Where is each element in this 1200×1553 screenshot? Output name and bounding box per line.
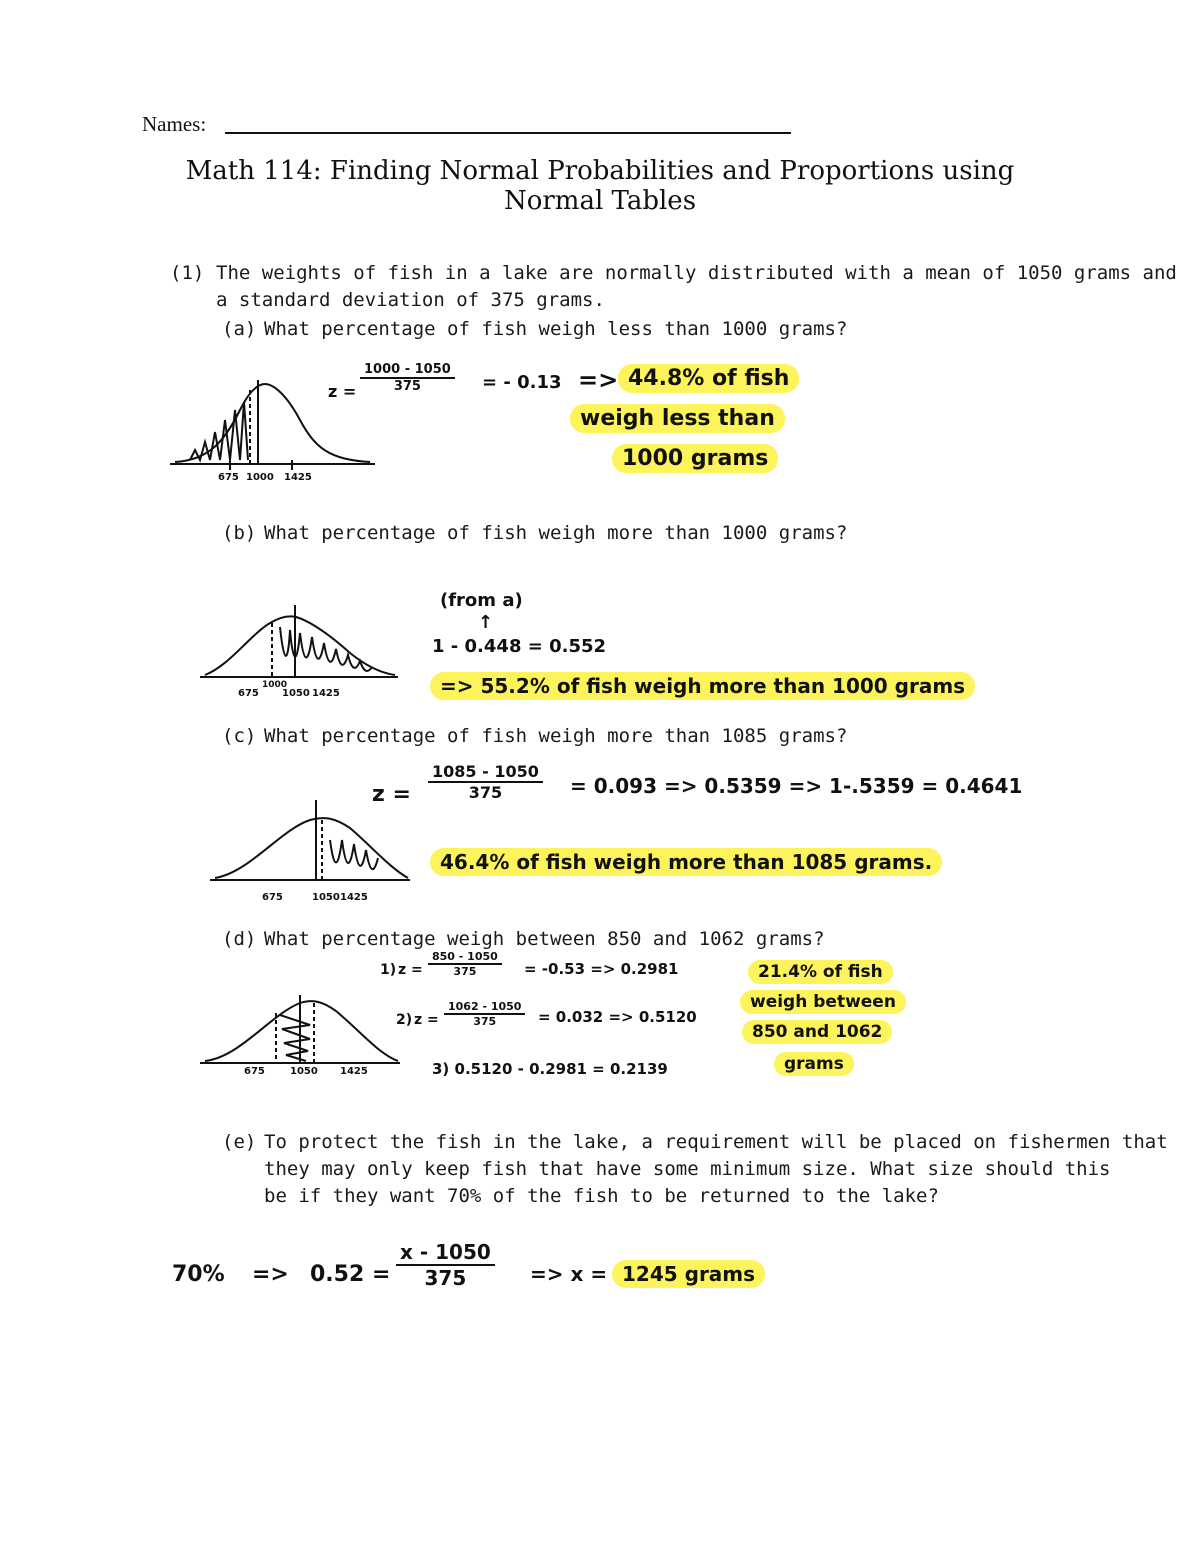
part-a-axis-label-3: 1425 <box>284 472 312 483</box>
names-label: Names: <box>142 112 207 136</box>
part-d-question: What percentage weigh between 850 and 1062 grams? <box>264 928 825 950</box>
part-e-numerator: x - 1050 <box>396 1240 495 1266</box>
part-d-step2-fraction <box>444 1000 525 1028</box>
part-a-axis-label-2: 1000 <box>246 472 274 483</box>
part-a-axis-label-1: 675 <box>218 472 239 483</box>
part-d-step1-result: = -0.53 => 0.2981 <box>524 960 679 978</box>
part-c-denominator: 375 <box>468 783 503 802</box>
part-b-axis-label-3: 1050 <box>282 688 310 699</box>
part-a-answer-line-3: 1000 grams <box>612 444 778 473</box>
part-d-step2-denominator: 375 <box>473 1015 497 1028</box>
part-b-axis-label-1: 675 <box>238 688 259 699</box>
part-d-label: (d) <box>222 928 257 950</box>
part-e-percent: 70% <box>172 1262 225 1287</box>
title-line-1: Math 114: Finding Normal Probabilities and Proportions using <box>185 156 1015 186</box>
part-a-answer-line-1: 44.8% of fish <box>618 364 799 393</box>
part-e-arrow: => <box>252 1262 289 1287</box>
part-d-answer-line-2: weigh between <box>740 990 906 1014</box>
problem-text-line-2: a standard deviation of 375 grams. <box>216 289 605 311</box>
part-d-axis-label-2: 1050 <box>290 1066 318 1077</box>
part-e-arrow-2: => x = <box>530 1262 608 1286</box>
part-b-calc: 1 - 0.448 = 0.552 <box>432 636 607 657</box>
part-b-answer: => 55.2% of fish weigh more than 1000 grams <box>430 672 975 700</box>
part-a-fraction <box>360 362 455 394</box>
part-c-axis-label-1: 675 <box>262 892 283 903</box>
part-b-normal-curve <box>200 605 400 690</box>
part-d-answer-line-1: 21.4% of fish <box>748 960 893 984</box>
part-d-answer-line-4: grams <box>774 1052 854 1076</box>
part-c-fraction <box>428 762 543 802</box>
part-a-arrow: => <box>578 366 619 394</box>
part-a-z-label: z = <box>328 382 357 401</box>
part-d-answer-line-3: 850 and 1062 <box>742 1020 892 1044</box>
names-line <box>225 131 791 134</box>
part-e-text-line-1: To protect the fish in the lake, a requirement will be placed on fishermen that <box>264 1131 1168 1153</box>
part-e-text-line-2: they may only keep fish that have some minimum size. What size should this <box>264 1158 1111 1180</box>
part-b-label: (b) <box>222 522 257 544</box>
part-d-normal-curve <box>200 995 405 1075</box>
part-e-label: (e) <box>222 1131 257 1153</box>
part-d-axis-label-3: 1425 <box>340 1066 368 1077</box>
part-d-step2-result: = 0.032 => 0.5120 <box>538 1008 697 1026</box>
part-c-label: (c) <box>222 725 257 747</box>
part-d-step1-z: z = <box>398 962 423 978</box>
part-b-axis-label-4: 1425 <box>312 688 340 699</box>
part-d-step2-z: z = <box>414 1012 439 1028</box>
part-a-numerator: 1000 - 1050 <box>360 362 455 379</box>
part-c-z-label: z = <box>372 782 411 807</box>
part-e-lhs: 0.52 = <box>310 1262 391 1287</box>
part-c-question: What percentage of fish weigh more than 1085 grams? <box>264 725 848 747</box>
part-c-numerator: 1085 - 1050 <box>428 762 543 783</box>
problem-number: (1) <box>170 262 205 284</box>
part-c-result: = 0.093 => 0.5359 => 1-.5359 = 0.4641 <box>570 774 1023 798</box>
part-d-axis-label-1: 675 <box>244 1066 265 1077</box>
part-c-axis-label-2: 1050 <box>312 892 340 903</box>
part-a-label: (a) <box>222 318 257 340</box>
part-d-step1-numerator: 850 - 1050 <box>428 950 502 965</box>
part-e-text-line-3: be if they want 70% of the fish to be returned to the lake? <box>264 1185 939 1207</box>
part-b-note: (from a) <box>440 590 523 611</box>
part-c-axis-label-3: 1425 <box>340 892 368 903</box>
part-c-normal-curve <box>210 800 415 890</box>
title-line-2: Normal Tables <box>503 186 697 216</box>
part-d-step1-denominator: 375 <box>453 965 477 978</box>
part-d-step2-label: 2) <box>396 1012 413 1028</box>
part-b-axis-label-2: 1000 <box>262 680 288 690</box>
part-e-answer: 1245 grams <box>612 1260 765 1288</box>
part-a-answer-line-2: weigh less than <box>570 404 785 433</box>
part-d-step1-fraction <box>428 950 502 978</box>
problem-text-line-1: The weights of fish in a lake are normally distributed with a mean of 1050 grams and <box>216 262 1177 284</box>
part-b-question: What percentage of fish weigh more than 1000 grams? <box>264 522 848 544</box>
part-a-denominator: 375 <box>393 379 421 394</box>
part-a-question: What percentage of fish weigh less than 1000 grams? <box>264 318 848 340</box>
part-d-step2-numerator: 1062 - 1050 <box>444 1000 525 1015</box>
part-e-denominator: 375 <box>424 1266 467 1290</box>
part-b-note-arrow: ↑ <box>478 612 494 633</box>
part-e-fraction <box>396 1240 495 1290</box>
part-d-step3: 3) 0.5120 - 0.2981 = 0.2139 <box>432 1060 668 1078</box>
part-a-z-result: = - 0.13 <box>482 372 562 393</box>
page-title <box>0 156 1200 216</box>
part-d-step1-label: 1) <box>380 962 397 978</box>
part-c-answer: 46.4% of fish weigh more than 1085 grams. <box>430 848 942 876</box>
